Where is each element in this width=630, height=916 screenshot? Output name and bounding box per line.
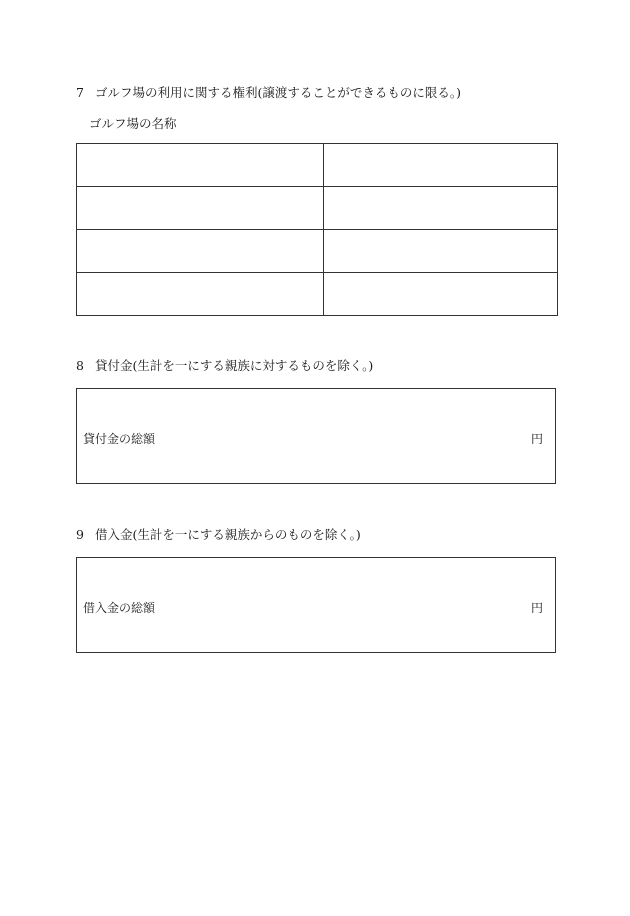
section-8-heading — [76, 356, 373, 374]
section-8-title: 貸付金(生計を一にする親族に対するものを除く。) — [95, 358, 374, 373]
golf-course-value-cell[interactable] — [324, 187, 558, 230]
golf-course-name-cell[interactable] — [77, 230, 324, 273]
section-7-title: ゴルフ場の利用に関する権利(譲渡することができるものに限る。) — [95, 85, 462, 100]
borrowings-box[interactable] — [76, 557, 556, 653]
golf-rights-table — [76, 143, 558, 316]
yen-unit: 円 — [530, 601, 543, 615]
section-8-number: 8 — [76, 358, 84, 373]
golf-course-value-cell[interactable] — [324, 144, 558, 187]
golf-course-value-cell[interactable] — [324, 273, 558, 316]
borrowings-label: 借入金の総額 — [83, 601, 156, 615]
section-9-number: 9 — [76, 527, 84, 542]
loan-receivable-label: 貸付金の総額 — [83, 432, 156, 446]
golf-course-value-cell[interactable] — [324, 230, 558, 273]
table-row — [77, 230, 558, 273]
golf-course-name-cell[interactable] — [77, 144, 324, 187]
yen-unit: 円 — [530, 432, 543, 446]
section-7-number: 7 — [76, 85, 84, 100]
table-row — [77, 273, 558, 316]
golf-course-name-label: ゴルフ場の名称 — [89, 116, 177, 131]
table-row — [77, 144, 558, 187]
golf-course-name-cell[interactable] — [77, 187, 324, 230]
golf-course-name-cell[interactable] — [77, 273, 324, 316]
loan-receivable-box[interactable] — [76, 388, 556, 484]
section-9-title: 借入金(生計を一にする親族からのものを除く。) — [95, 527, 361, 542]
table-row — [77, 187, 558, 230]
section-7-heading — [76, 83, 461, 101]
section-9-heading — [76, 525, 361, 543]
